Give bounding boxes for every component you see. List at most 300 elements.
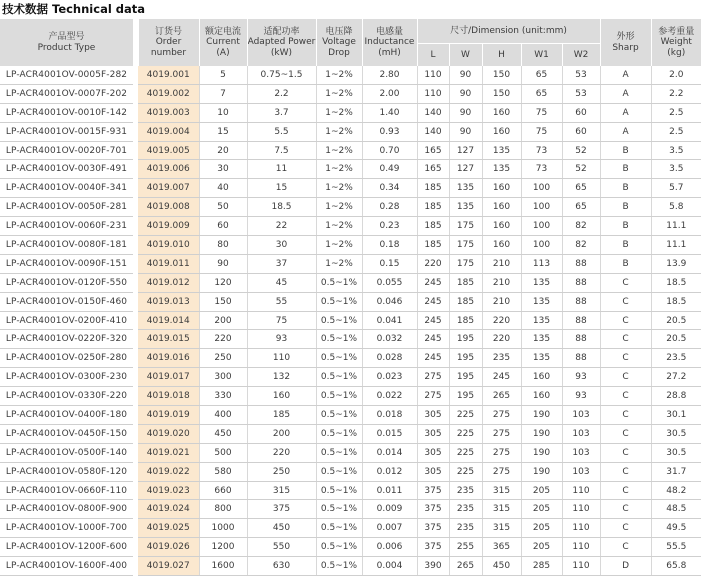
cell-dim-w: 225 — [449, 406, 482, 425]
header-dim-l: L — [417, 44, 449, 67]
cell-dim-w: 175 — [449, 217, 482, 236]
table-row — [0, 141, 701, 160]
cell-inductance: 0.34 — [362, 179, 417, 198]
cell-dim-l: 305 — [417, 406, 449, 425]
cell-voltage-drop: 0.5~1% — [316, 368, 362, 387]
cell-dim-h: 160 — [482, 217, 521, 236]
cell-adapted-power: 30 — [247, 236, 316, 255]
cell-adapted-power: 75 — [247, 311, 316, 330]
cell-voltage-drop: 0.5~1% — [316, 330, 362, 349]
table-row — [0, 179, 701, 198]
cell-voltage-drop: 1~2% — [316, 84, 362, 103]
cell-voltage-drop: 1~2% — [316, 217, 362, 236]
cell-voltage-drop: 0.5~1% — [316, 311, 362, 330]
cell-dim-w1: 73 — [521, 141, 562, 160]
cell-current: 5 — [199, 66, 247, 84]
table-row — [0, 349, 701, 368]
cell-dim-w: 225 — [449, 424, 482, 443]
cell-voltage-drop: 0.5~1% — [316, 481, 362, 500]
cell-dim-w1: 205 — [521, 538, 562, 557]
cell-dim-w1: 205 — [521, 481, 562, 500]
header-adapted-power: 适配功率 Adapted Power (kW) — [247, 19, 316, 66]
header-order-number: 订货号 Order number — [138, 19, 199, 66]
cell-dim-l: 165 — [417, 141, 449, 160]
cell-shape: C — [600, 519, 651, 538]
cell-inductance: 0.004 — [362, 557, 417, 576]
cell-dim-w: 235 — [449, 519, 482, 538]
cell-dim-w1: 160 — [521, 387, 562, 406]
cell-shape: D — [600, 557, 651, 576]
cell-product-type: LP-ACR4001OV-0090F-151 — [0, 254, 133, 273]
cell-order-number: 4019.025 — [138, 519, 199, 538]
cell-dim-l: 245 — [417, 273, 449, 292]
cell-current: 1200 — [199, 538, 247, 557]
cell-current: 120 — [199, 273, 247, 292]
cell-adapted-power: 45 — [247, 273, 316, 292]
cell-dim-h: 315 — [482, 519, 521, 538]
header-weight: 参考重量 Weight (kg) — [651, 19, 701, 66]
cell-dim-h: 245 — [482, 368, 521, 387]
cell-dim-w2: 65 — [562, 179, 600, 198]
cell-shape: C — [600, 368, 651, 387]
cell-current: 450 — [199, 424, 247, 443]
cell-adapted-power: 160 — [247, 387, 316, 406]
cell-inductance: 0.032 — [362, 330, 417, 349]
cell-current: 800 — [199, 500, 247, 519]
table-row — [0, 84, 701, 103]
cell-dim-l: 390 — [417, 557, 449, 576]
table-row — [0, 217, 701, 236]
cell-voltage-drop: 0.5~1% — [316, 519, 362, 538]
table-row — [0, 387, 701, 406]
cell-order-number: 4019.012 — [138, 273, 199, 292]
cell-dim-l: 110 — [417, 84, 449, 103]
cell-order-number: 4019.009 — [138, 217, 199, 236]
cell-weight: 65.8 — [651, 557, 701, 576]
cell-product-type: LP-ACR4001OV-0800F-900 — [0, 500, 133, 519]
cell-dim-h: 315 — [482, 481, 521, 500]
cell-inductance: 0.018 — [362, 406, 417, 425]
cell-dim-h: 210 — [482, 254, 521, 273]
cell-adapted-power: 550 — [247, 538, 316, 557]
cell-adapted-power: 93 — [247, 330, 316, 349]
cell-order-number: 4019.011 — [138, 254, 199, 273]
cell-dim-w: 195 — [449, 330, 482, 349]
cell-product-type: LP-ACR4001OV-0010F-142 — [0, 103, 133, 122]
cell-current: 200 — [199, 311, 247, 330]
cell-dim-h: 365 — [482, 538, 521, 557]
cell-weight: 49.5 — [651, 519, 701, 538]
cell-order-number: 4019.017 — [138, 368, 199, 387]
cell-weight: 2.2 — [651, 84, 701, 103]
cell-dim-w2: 103 — [562, 462, 600, 481]
cell-voltage-drop: 1~2% — [316, 254, 362, 273]
cell-product-type: LP-ACR4001OV-0250F-280 — [0, 349, 133, 368]
cell-voltage-drop: 1~2% — [316, 179, 362, 198]
cell-inductance: 0.18 — [362, 236, 417, 255]
cell-dim-w1: 100 — [521, 198, 562, 217]
cell-dim-w: 235 — [449, 500, 482, 519]
cell-weight: 2.5 — [651, 103, 701, 122]
table-row — [0, 292, 701, 311]
cell-adapted-power: 200 — [247, 424, 316, 443]
cell-voltage-drop: 1~2% — [316, 141, 362, 160]
cell-dim-l: 245 — [417, 311, 449, 330]
cell-voltage-drop: 0.5~1% — [316, 557, 362, 576]
cell-shape: C — [600, 273, 651, 292]
cell-dim-h: 150 — [482, 84, 521, 103]
cell-weight: 18.5 — [651, 292, 701, 311]
cell-shape: C — [600, 292, 651, 311]
cell-shape: C — [600, 387, 651, 406]
cell-weight: 20.5 — [651, 311, 701, 330]
cell-product-type: LP-ACR4001OV-0080F-181 — [0, 236, 133, 255]
cell-dim-l: 110 — [417, 66, 449, 84]
cell-dim-l: 305 — [417, 462, 449, 481]
cell-inductance: 0.023 — [362, 368, 417, 387]
cell-dim-h: 275 — [482, 424, 521, 443]
cell-product-type: LP-ACR4001OV-0060F-231 — [0, 217, 133, 236]
table-row — [0, 160, 701, 179]
cell-current: 220 — [199, 330, 247, 349]
cell-shape: C — [600, 406, 651, 425]
cell-shape: C — [600, 349, 651, 368]
cell-dim-l: 220 — [417, 254, 449, 273]
cell-dim-w: 175 — [449, 236, 482, 255]
cell-dim-w1: 190 — [521, 424, 562, 443]
cell-shape: C — [600, 443, 651, 462]
cell-dim-l: 375 — [417, 500, 449, 519]
cell-dim-w1: 160 — [521, 368, 562, 387]
cell-current: 7 — [199, 84, 247, 103]
cell-inductance: 2.00 — [362, 84, 417, 103]
cell-adapted-power: 11 — [247, 160, 316, 179]
cell-current: 15 — [199, 122, 247, 141]
table-row — [0, 273, 701, 292]
table-row — [0, 406, 701, 425]
cell-current: 20 — [199, 141, 247, 160]
cell-voltage-drop: 0.5~1% — [316, 500, 362, 519]
cell-dim-w: 185 — [449, 311, 482, 330]
cell-dim-l: 375 — [417, 481, 449, 500]
cell-dim-w1: 135 — [521, 311, 562, 330]
cell-voltage-drop: 0.5~1% — [316, 273, 362, 292]
cell-dim-l: 185 — [417, 217, 449, 236]
cell-dim-h: 160 — [482, 236, 521, 255]
cell-current: 500 — [199, 443, 247, 462]
cell-dim-h: 135 — [482, 160, 521, 179]
cell-voltage-drop: 0.5~1% — [316, 387, 362, 406]
cell-dim-w2: 88 — [562, 330, 600, 349]
cell-order-number: 4019.020 — [138, 424, 199, 443]
cell-inductance: 0.23 — [362, 217, 417, 236]
cell-adapted-power: 37 — [247, 254, 316, 273]
cell-weight: 11.1 — [651, 236, 701, 255]
cell-order-number: 4019.006 — [138, 160, 199, 179]
cell-dim-w2: 88 — [562, 254, 600, 273]
cell-dim-w1: 73 — [521, 160, 562, 179]
cell-inductance: 0.041 — [362, 311, 417, 330]
cell-dim-w: 135 — [449, 179, 482, 198]
table-row — [0, 519, 701, 538]
cell-dim-w: 90 — [449, 103, 482, 122]
cell-shape: B — [600, 254, 651, 273]
cell-dim-w2: 110 — [562, 538, 600, 557]
cell-dim-w2: 103 — [562, 424, 600, 443]
cell-dim-h: 275 — [482, 462, 521, 481]
cell-dim-w1: 113 — [521, 254, 562, 273]
cell-voltage-drop: 0.5~1% — [316, 424, 362, 443]
cell-inductance: 0.028 — [362, 349, 417, 368]
cell-adapted-power: 3.7 — [247, 103, 316, 122]
cell-inductance: 0.49 — [362, 160, 417, 179]
cell-dim-w: 195 — [449, 368, 482, 387]
cell-current: 330 — [199, 387, 247, 406]
cell-dim-w: 265 — [449, 557, 482, 576]
cell-dim-w: 135 — [449, 198, 482, 217]
cell-order-number: 4019.003 — [138, 103, 199, 122]
cell-shape: A — [600, 122, 651, 141]
cell-dim-l: 245 — [417, 330, 449, 349]
table-row — [0, 103, 701, 122]
cell-dim-w2: 60 — [562, 122, 600, 141]
cell-inductance: 0.70 — [362, 141, 417, 160]
cell-shape: C — [600, 424, 651, 443]
cell-order-number: 4019.004 — [138, 122, 199, 141]
cell-order-number: 4019.001 — [138, 66, 199, 84]
cell-inductance: 0.15 — [362, 254, 417, 273]
cell-dim-w: 225 — [449, 443, 482, 462]
cell-dim-w2: 52 — [562, 141, 600, 160]
cell-product-type: LP-ACR4001OV-0040F-341 — [0, 179, 133, 198]
cell-dim-w1: 190 — [521, 462, 562, 481]
cell-product-type: LP-ACR4001OV-0005F-282 — [0, 66, 133, 84]
cell-order-number: 4019.010 — [138, 236, 199, 255]
cell-inductance: 0.012 — [362, 462, 417, 481]
cell-dim-w: 255 — [449, 538, 482, 557]
cell-dim-w1: 65 — [521, 84, 562, 103]
cell-weight: 11.1 — [651, 217, 701, 236]
cell-weight: 3.5 — [651, 160, 701, 179]
cell-dim-l: 305 — [417, 424, 449, 443]
cell-dim-w: 127 — [449, 160, 482, 179]
cell-dim-h: 160 — [482, 122, 521, 141]
cell-dim-h: 315 — [482, 500, 521, 519]
cell-inductance: 0.055 — [362, 273, 417, 292]
cell-weight: 30.5 — [651, 443, 701, 462]
cell-inductance: 0.015 — [362, 424, 417, 443]
cell-current: 40 — [199, 179, 247, 198]
cell-weight: 2.5 — [651, 122, 701, 141]
cell-dim-w1: 135 — [521, 292, 562, 311]
cell-dim-w1: 75 — [521, 103, 562, 122]
table-row — [0, 368, 701, 387]
cell-voltage-drop: 1~2% — [316, 236, 362, 255]
cell-dim-l: 140 — [417, 122, 449, 141]
table-row — [0, 122, 701, 141]
cell-dim-w2: 52 — [562, 160, 600, 179]
cell-dim-w1: 285 — [521, 557, 562, 576]
cell-adapted-power: 5.5 — [247, 122, 316, 141]
cell-inductance: 0.006 — [362, 538, 417, 557]
cell-current: 90 — [199, 254, 247, 273]
cell-weight: 31.7 — [651, 462, 701, 481]
cell-dim-w: 185 — [449, 292, 482, 311]
header-shape: 外形 Sharp — [600, 19, 651, 66]
cell-voltage-drop: 1~2% — [316, 66, 362, 84]
cell-dim-l: 185 — [417, 198, 449, 217]
cell-dim-h: 135 — [482, 141, 521, 160]
cell-voltage-drop: 1~2% — [316, 160, 362, 179]
cell-current: 300 — [199, 368, 247, 387]
cell-adapted-power: 18.5 — [247, 198, 316, 217]
cell-product-type: LP-ACR4001OV-0150F-460 — [0, 292, 133, 311]
cell-dim-w: 185 — [449, 273, 482, 292]
cell-product-type: LP-ACR4001OV-0020F-701 — [0, 141, 133, 160]
table-row — [0, 538, 701, 557]
cell-weight: 55.5 — [651, 538, 701, 557]
cell-dim-w2: 93 — [562, 387, 600, 406]
cell-voltage-drop: 0.5~1% — [316, 462, 362, 481]
cell-shape: C — [600, 311, 651, 330]
cell-dim-w2: 110 — [562, 557, 600, 576]
cell-dim-w1: 100 — [521, 236, 562, 255]
cell-dim-h: 220 — [482, 330, 521, 349]
cell-current: 660 — [199, 481, 247, 500]
cell-dim-l: 275 — [417, 387, 449, 406]
cell-dim-h: 160 — [482, 179, 521, 198]
cell-current: 250 — [199, 349, 247, 368]
cell-dim-w1: 135 — [521, 330, 562, 349]
cell-dim-w1: 65 — [521, 66, 562, 84]
cell-inductance: 0.007 — [362, 519, 417, 538]
cell-order-number: 4019.023 — [138, 481, 199, 500]
cell-dim-l: 140 — [417, 103, 449, 122]
cell-order-number: 4019.013 — [138, 292, 199, 311]
cell-dim-w1: 190 — [521, 406, 562, 425]
cell-dim-w1: 135 — [521, 273, 562, 292]
table-row — [0, 236, 701, 255]
table-row — [0, 330, 701, 349]
cell-shape: B — [600, 141, 651, 160]
cell-voltage-drop: 0.5~1% — [316, 349, 362, 368]
cell-adapted-power: 2.2 — [247, 84, 316, 103]
cell-voltage-drop: 1~2% — [316, 198, 362, 217]
cell-adapted-power: 220 — [247, 443, 316, 462]
table-body — [0, 66, 701, 576]
cell-shape: B — [600, 179, 651, 198]
cell-shape: B — [600, 198, 651, 217]
technical-data-table — [0, 19, 701, 576]
cell-order-number: 4019.005 — [138, 141, 199, 160]
cell-shape: C — [600, 330, 651, 349]
table-row — [0, 254, 701, 273]
table-row — [0, 462, 701, 481]
cell-current: 1000 — [199, 519, 247, 538]
cell-dim-w2: 53 — [562, 66, 600, 84]
cell-weight: 28.8 — [651, 387, 701, 406]
cell-adapted-power: 185 — [247, 406, 316, 425]
cell-order-number: 4019.022 — [138, 462, 199, 481]
cell-shape: B — [600, 160, 651, 179]
cell-dim-w1: 100 — [521, 217, 562, 236]
header-current: 额定电流 Current (A) — [199, 19, 247, 66]
cell-dim-w1: 135 — [521, 349, 562, 368]
cell-product-type: LP-ACR4001OV-0120F-550 — [0, 273, 133, 292]
cell-order-number: 4019.014 — [138, 311, 199, 330]
cell-dim-h: 210 — [482, 292, 521, 311]
cell-dim-w2: 110 — [562, 481, 600, 500]
cell-inductance: 0.014 — [362, 443, 417, 462]
cell-inductance: 1.40 — [362, 103, 417, 122]
cell-dim-h: 210 — [482, 273, 521, 292]
cell-dim-w2: 88 — [562, 311, 600, 330]
cell-inductance: 0.011 — [362, 481, 417, 500]
cell-weight: 18.5 — [651, 273, 701, 292]
cell-weight: 48.5 — [651, 500, 701, 519]
cell-product-type: LP-ACR4001OV-0330F-220 — [0, 387, 133, 406]
cell-dim-h: 450 — [482, 557, 521, 576]
cell-voltage-drop: 1~2% — [316, 122, 362, 141]
header-dim-w2: W2 — [562, 44, 600, 67]
cell-adapted-power: 110 — [247, 349, 316, 368]
cell-inductance: 0.022 — [362, 387, 417, 406]
cell-weight: 20.5 — [651, 330, 701, 349]
cell-dim-w2: 110 — [562, 519, 600, 538]
cell-current: 80 — [199, 236, 247, 255]
cell-adapted-power: 55 — [247, 292, 316, 311]
cell-voltage-drop: 1~2% — [316, 103, 362, 122]
cell-product-type: LP-ACR4001OV-1000F-700 — [0, 519, 133, 538]
cell-order-number: 4019.018 — [138, 387, 199, 406]
cell-dim-l: 375 — [417, 519, 449, 538]
cell-dim-h: 275 — [482, 406, 521, 425]
cell-weight: 48.2 — [651, 481, 701, 500]
cell-dim-w2: 93 — [562, 368, 600, 387]
table-row — [0, 311, 701, 330]
cell-dim-h: 220 — [482, 311, 521, 330]
cell-current: 30 — [199, 160, 247, 179]
cell-adapted-power: 375 — [247, 500, 316, 519]
cell-product-type: LP-ACR4001OV-1200F-600 — [0, 538, 133, 557]
cell-dim-l: 165 — [417, 160, 449, 179]
cell-shape: C — [600, 462, 651, 481]
cell-dim-l: 245 — [417, 349, 449, 368]
cell-voltage-drop: 0.5~1% — [316, 538, 362, 557]
cell-product-type: LP-ACR4001OV-0500F-140 — [0, 443, 133, 462]
cell-dim-w: 235 — [449, 481, 482, 500]
table-row — [0, 557, 701, 576]
cell-voltage-drop: 0.5~1% — [316, 292, 362, 311]
cell-current: 1600 — [199, 557, 247, 576]
cell-dim-w: 127 — [449, 141, 482, 160]
cell-order-number: 4019.019 — [138, 406, 199, 425]
cell-order-number: 4019.002 — [138, 84, 199, 103]
cell-dim-w2: 103 — [562, 443, 600, 462]
cell-product-type: LP-ACR4001OV-0400F-180 — [0, 406, 133, 425]
cell-order-number: 4019.015 — [138, 330, 199, 349]
cell-dim-w2: 53 — [562, 84, 600, 103]
cell-adapted-power: 250 — [247, 462, 316, 481]
cell-product-type: LP-ACR4001OV-0200F-410 — [0, 311, 133, 330]
cell-inductance: 0.28 — [362, 198, 417, 217]
header-dimension: 尺寸/Dimension (unit:mm) — [417, 19, 600, 44]
cell-shape: C — [600, 481, 651, 500]
cell-dim-l: 185 — [417, 179, 449, 198]
cell-dim-w: 175 — [449, 254, 482, 273]
cell-dim-h: 235 — [482, 349, 521, 368]
cell-voltage-drop: 0.5~1% — [316, 443, 362, 462]
